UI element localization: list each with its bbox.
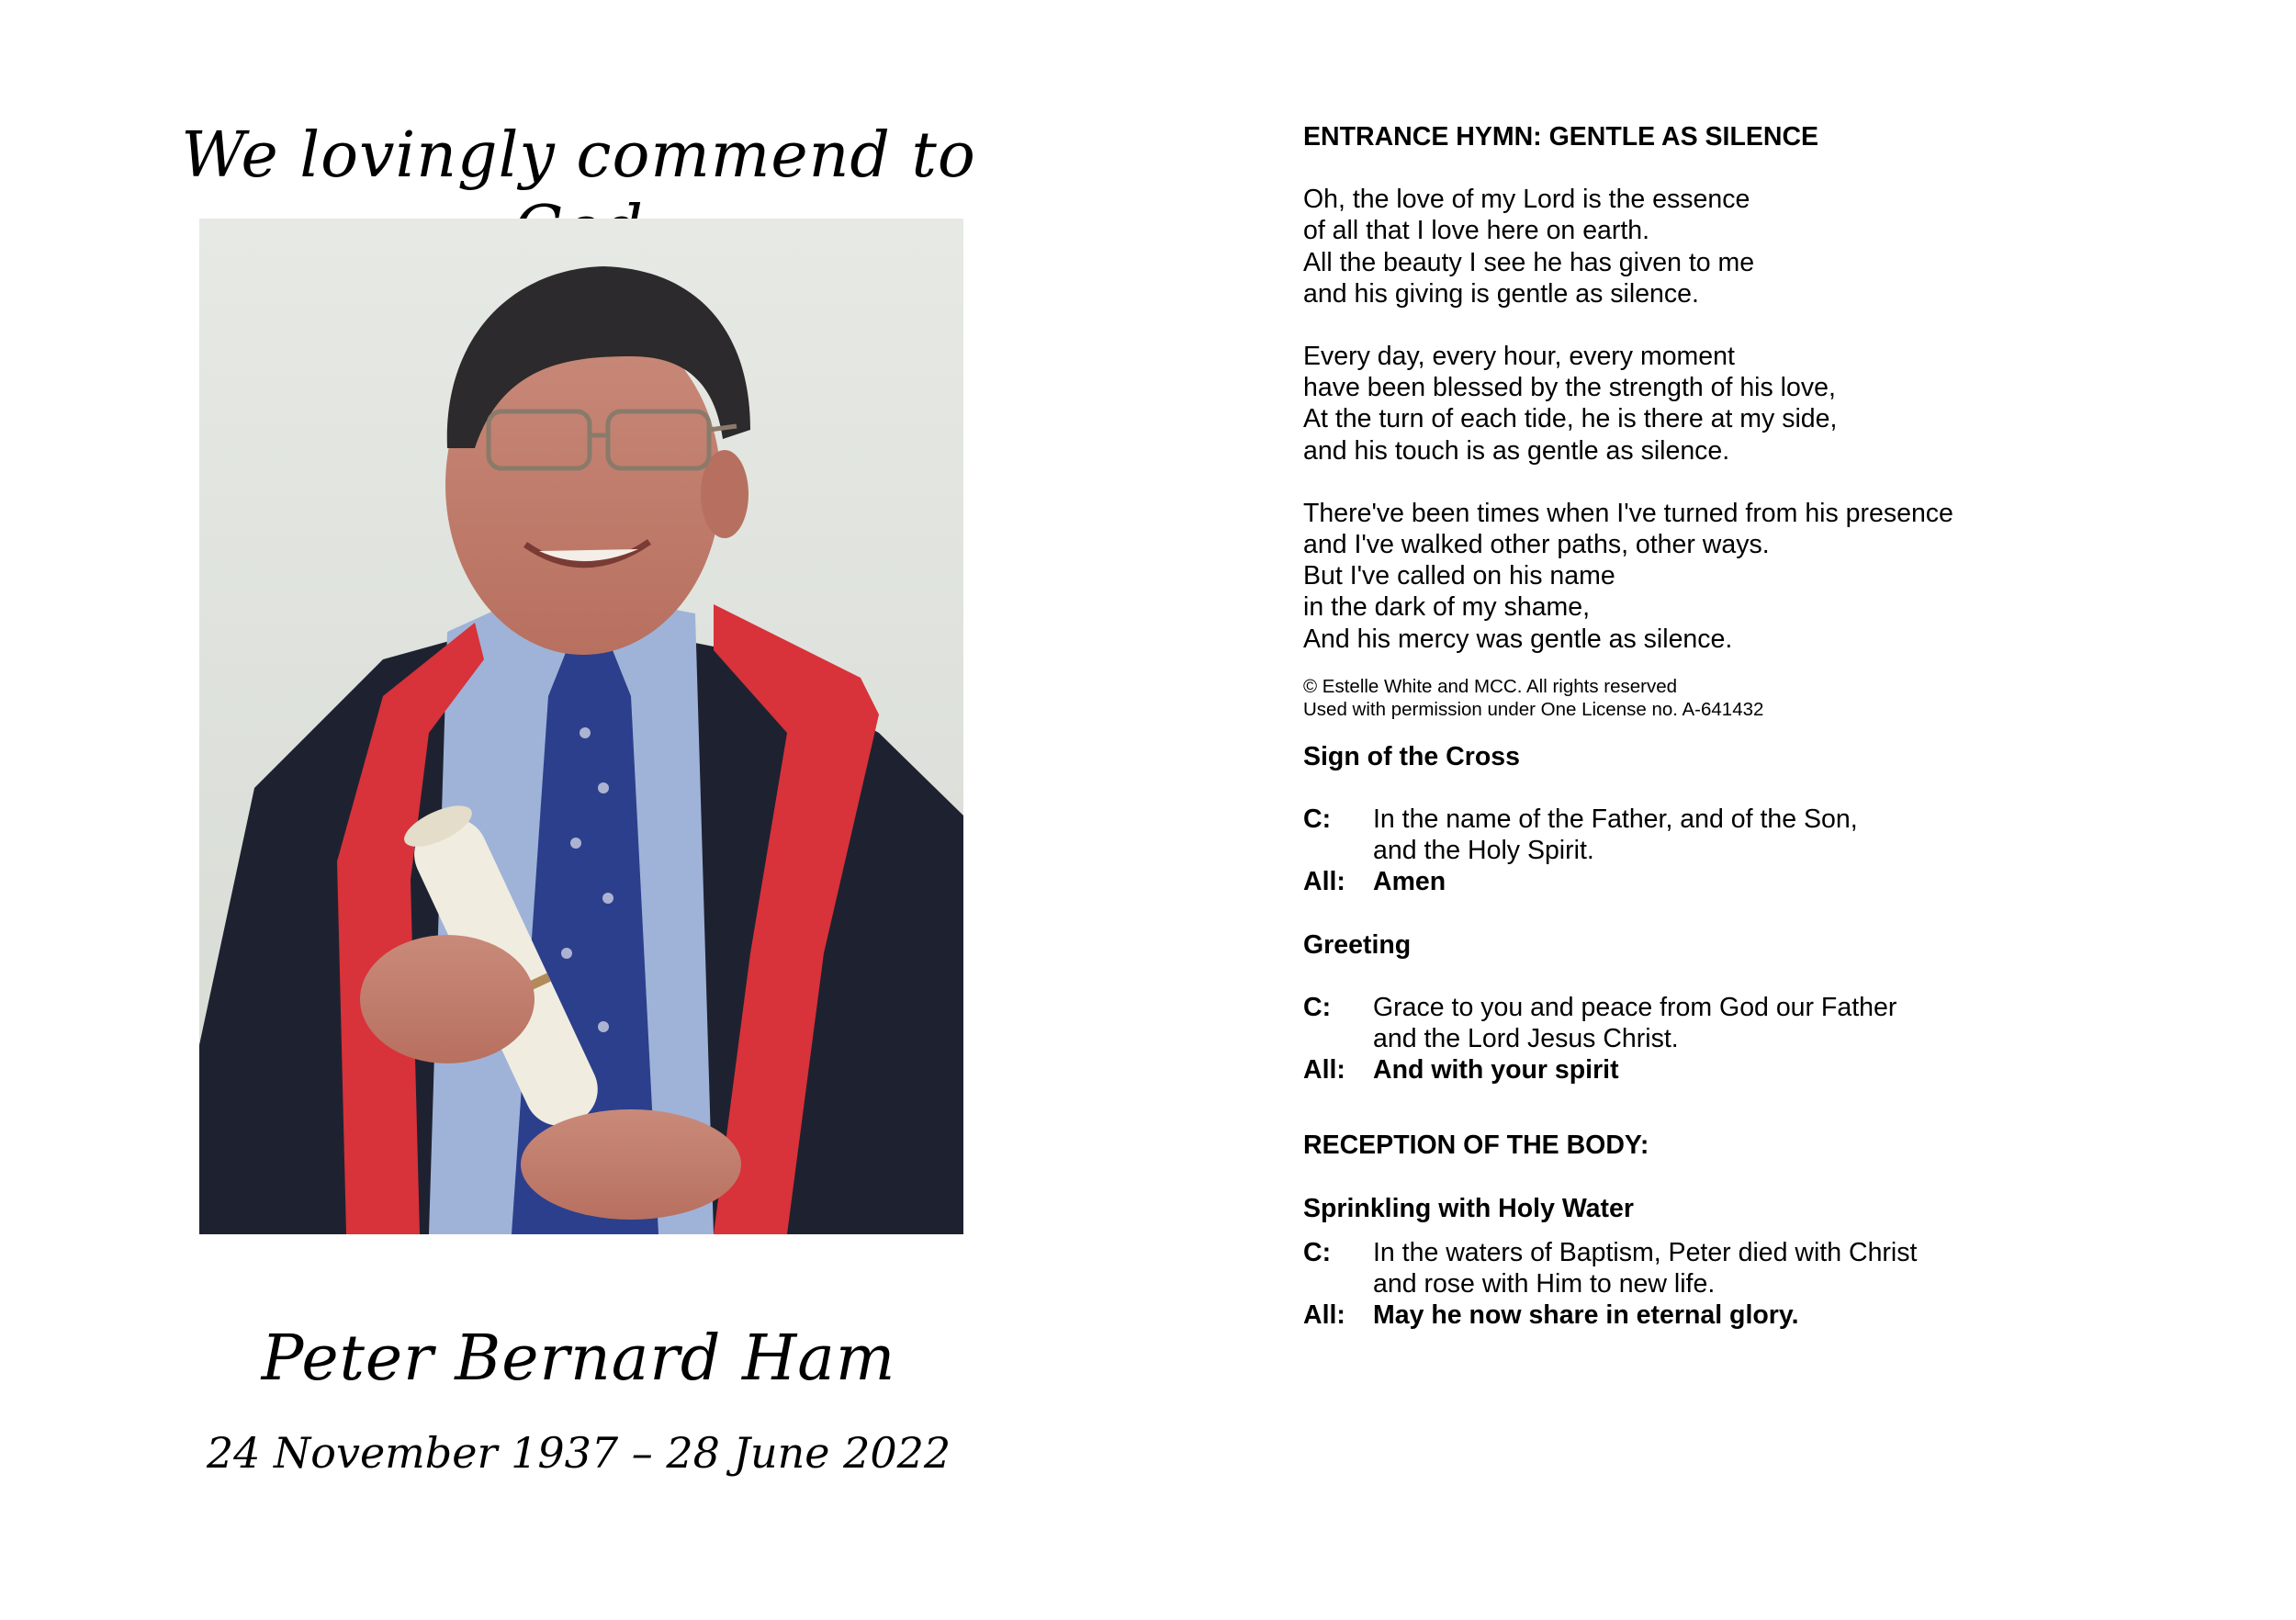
verse-line: Oh, the love of my Lord is the essence xyxy=(1303,185,1750,215)
celebrant-response xyxy=(1303,804,2240,866)
order-of-service xyxy=(1303,121,2240,1331)
celebrant-line: In the name of the Father, and of the Son, xyxy=(1373,804,1858,835)
hymn-verse-3 xyxy=(1303,498,2240,655)
portrait-photo xyxy=(199,219,963,1234)
reception-title: RECEPTION OF THE BODY: xyxy=(1303,1131,1649,1161)
all-text: Amen xyxy=(1373,867,1446,897)
verse-line: have been blessed by the strength of his love, xyxy=(1303,373,1836,403)
all-text: And with your spirit xyxy=(1373,1055,1619,1086)
hymn-verse-2 xyxy=(1303,341,2240,467)
all-response xyxy=(1303,1054,2240,1086)
memorial-heading: We lovingly commend to xyxy=(181,119,976,192)
sprinkling-title: Sprinkling with Holy Water xyxy=(1303,1193,1634,1223)
hymn-title: ENTRANCE HYMN: GENTLE AS SILENCE xyxy=(1303,122,1819,152)
all-label: All: xyxy=(1303,867,1345,897)
celebrant-line: and the Holy Spirit. xyxy=(1373,836,1594,866)
life-dates: 24 November 1937 – 28 June 2022 xyxy=(206,1428,951,1478)
verse-line: And his mercy was gentle as silence. xyxy=(1303,624,1733,654)
all-label: All: xyxy=(1303,1055,1345,1086)
celebrant-response xyxy=(1303,992,2240,1054)
celebrant-label: C: xyxy=(1303,1237,1332,1267)
celebrant-line: In the waters of Baptism, Peter died with Christ xyxy=(1373,1237,1918,1267)
verse-line: At the turn of each tide, he is there at my side, xyxy=(1303,404,1838,434)
copyright-line: Used with permission under One License no. A-641432 xyxy=(1303,698,1764,720)
verse-line: But I've called on his name xyxy=(1303,561,1615,591)
verse-line: in the dark of my shame, xyxy=(1303,592,1591,623)
verse-line: All the beauty I see he has given to me xyxy=(1303,247,1755,277)
celebrant-line: and rose with Him to new life. xyxy=(1373,1269,1716,1299)
all-response xyxy=(1303,1299,2240,1331)
copyright-line: © Estelle White and MCC. All rights reserved xyxy=(1303,675,1678,697)
celebrant-response xyxy=(1303,1237,2240,1299)
celebrant-line: Grace to you and peace from God our Father xyxy=(1373,992,1897,1022)
hymn-verse-1 xyxy=(1303,184,2240,309)
verse-line: and I've walked other paths, other ways. xyxy=(1303,530,1770,560)
copyright-notice xyxy=(1303,675,2240,721)
verse-line: and his giving is gentle as silence. xyxy=(1303,278,1699,309)
all-text: May he now share in eternal glory. xyxy=(1373,1300,1799,1331)
verse-line: There've been times when I've turned from his presence xyxy=(1303,498,1953,528)
celebrant-line: and the Lord Jesus Christ. xyxy=(1373,1024,1679,1054)
sign-of-cross-title: Sign of the Cross xyxy=(1303,741,1520,771)
portrait-illustration xyxy=(199,219,963,1234)
verse-line: and his touch is as gentle as silence. xyxy=(1303,435,1730,466)
celebrant-label: C: xyxy=(1303,992,1332,1022)
deceased-name: Peter Bernard Ham xyxy=(261,1322,896,1395)
celebrant-label: C: xyxy=(1303,804,1332,835)
verse-line: Every day, every hour, every moment xyxy=(1303,342,1735,372)
all-response xyxy=(1303,866,2240,897)
all-label: All: xyxy=(1303,1300,1345,1331)
greeting-title: Greeting xyxy=(1303,929,1412,960)
verse-line: of all that I love here on earth. xyxy=(1303,216,1650,246)
